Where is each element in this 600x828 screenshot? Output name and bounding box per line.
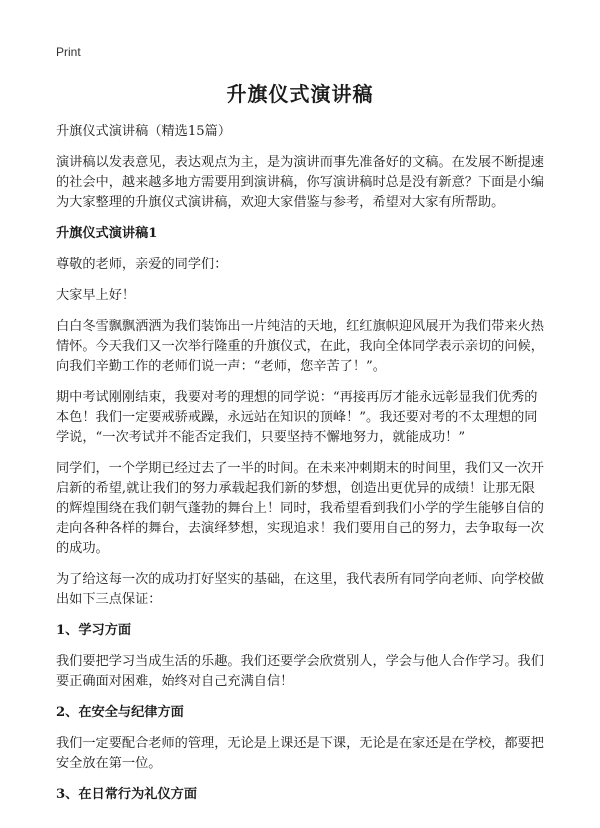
document-body	[56, 122, 546, 816]
section-heading: 升旗仪式演讲稿1	[56, 226, 158, 241]
page-title: 升旗仪式演讲稿	[226, 82, 374, 106]
morning-greeting: 大家早上好！	[56, 288, 136, 303]
paragraph: 为了给这每一次的成功打好坚实的基础，在这里，我代表所有同学向老师、向学校做出如下三点保证：	[56, 572, 544, 607]
intro-paragraph: 演讲稿以发表意见，表达观点为主，是为演讲而事先准备好的文稿。在发展不断提速的社会中，越来越多地方需要用到演讲稿，你写演讲稿时总是没有新意？下面是小编为大家整理的升旗仪式演讲稿，欢迎大家借鉴与参考，希望对大家有所帮助。	[56, 155, 544, 210]
point-text: 我们一定要配合老师的管理，无论是上课还是下课，无论是在家还是在学校，都要把安全放在第一位。	[56, 736, 544, 771]
paragraph: 同学们，一个学期已经过去了一半的时间。在未来冲刺期末的时间里，我们又一次开启新的希望,就让我们的努力承载起我们新的梦想，创造出更优异的成绩！让那无限的辉煌围绕在我们朝气蓬勃的舞台上！同时，我希望看到我们小学的学生能够自信的走向各种各样的舞台，去演绎梦想，实现追求！我们要用自己的努力，去争取每一次的成功。	[56, 461, 544, 556]
point-heading: 2、在安全与纪律方面	[56, 705, 184, 720]
point-heading: 1、学习方面	[56, 623, 132, 638]
greeting: 尊敬的老师，亲爱的同学们：	[56, 257, 228, 272]
subtitle: 升旗仪式演讲稿（精选15篇）	[56, 124, 232, 139]
point-text: 我们要把学习当成生活的乐趣。我们还要学会欣赏别人，学会与他人合作学习。我们要正确面对困难，始终对自己充满自信！	[56, 654, 544, 689]
paragraph: 期中考试刚刚结束，我要对考的理想的同学说：“再接再厉才能永远彰显我们优秀的本色！我们一定要戒骄戒躁，永远站在知识的顶峰！”。我还要对考的不太理想的同学说，“一次考试并不能否定我们，只要坚持不懈地努力，就能成功！”	[56, 390, 538, 445]
paragraph: 白白冬雪飘飘洒洒为我们装饰出一片纯洁的天地，红红旗帜迎风展开为我们带来火热情怀。今天我们又一次举行隆重的升旗仪式，在此，我向全体同学表示亲切的问候，向我们辛勤工作的老师们说一声：“老师，您辛苦了！”。	[56, 319, 544, 374]
point-heading: 3、在日常行为礼仪方面	[56, 787, 198, 802]
print-link[interactable]: Print	[56, 45, 81, 59]
